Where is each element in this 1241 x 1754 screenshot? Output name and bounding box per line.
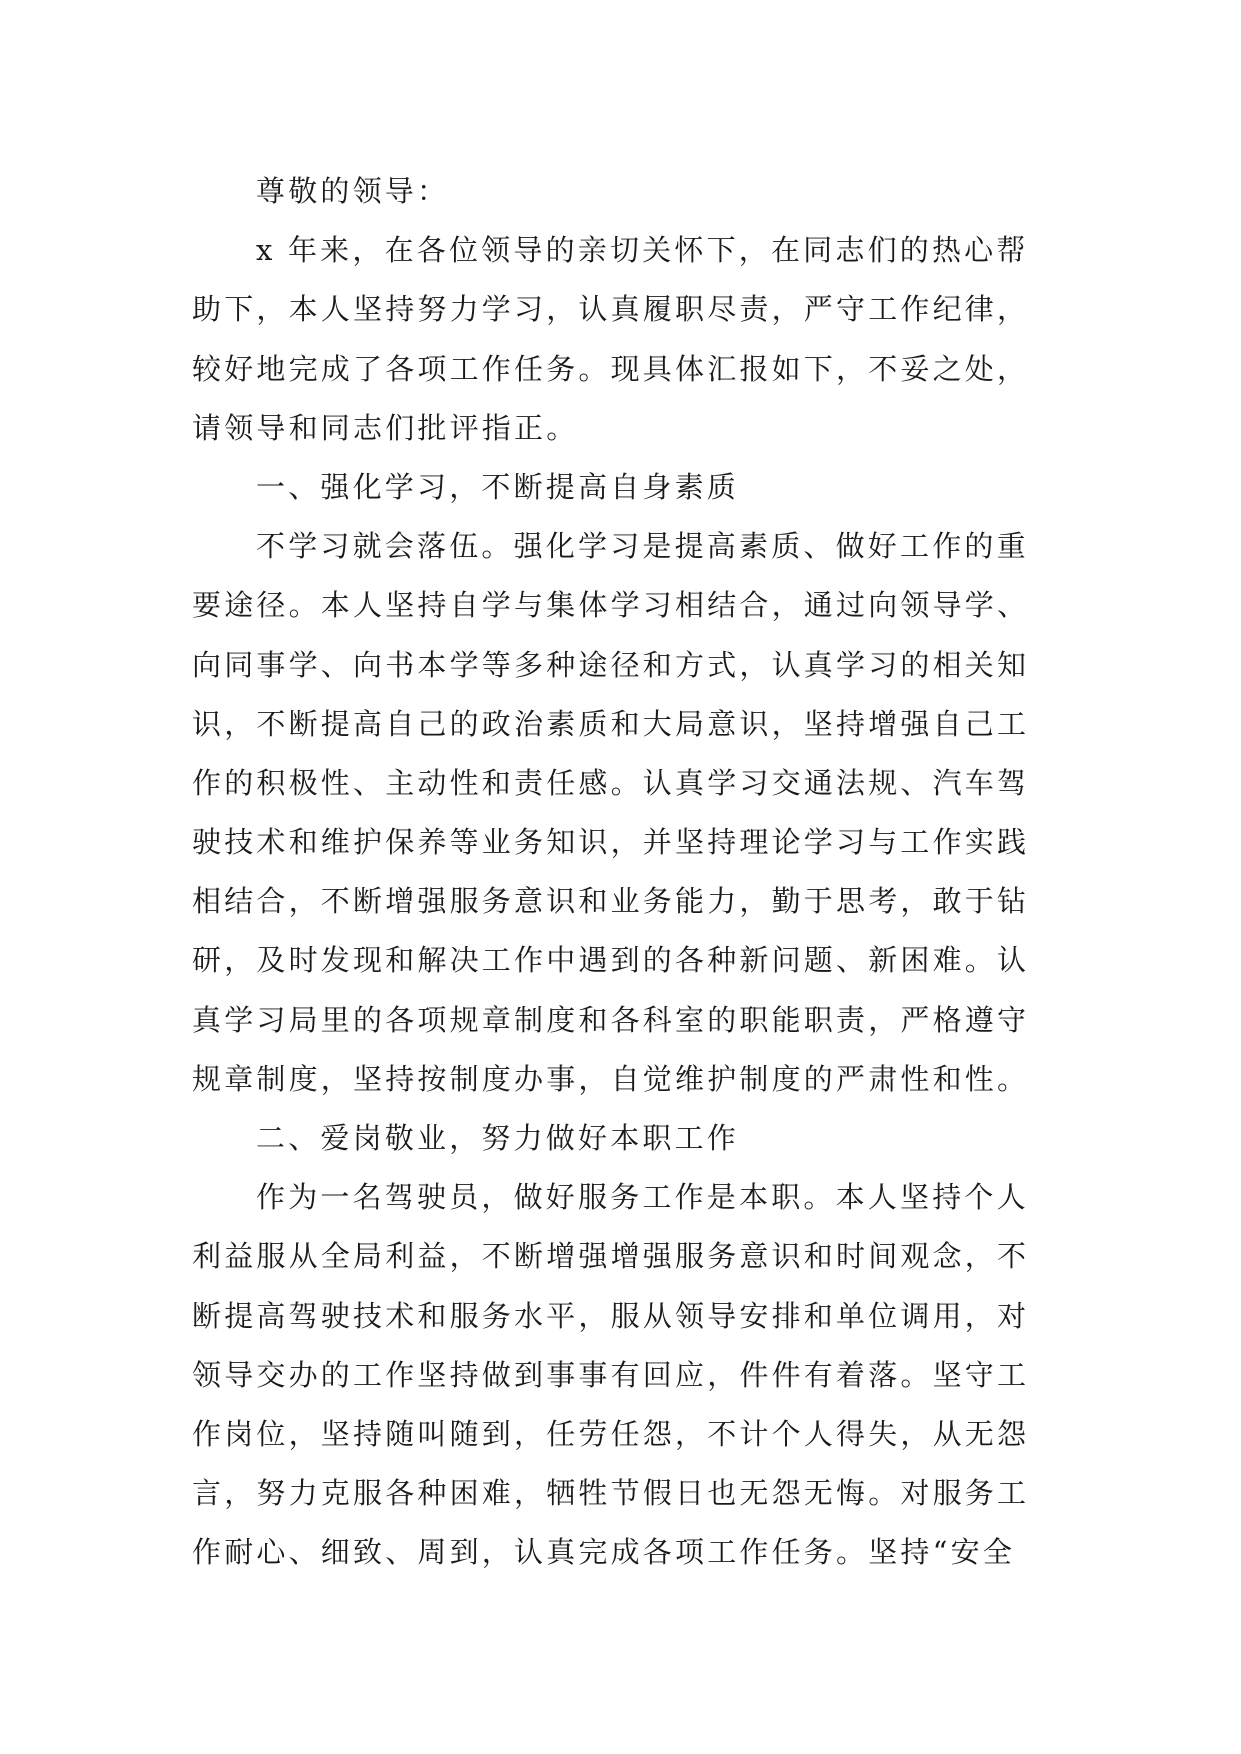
text-line: 驶技术和维护保养等业务知识，并坚持理论学习与工作实践	[192, 825, 1030, 860]
section-1-heading: 一、强化学习，不断提高自身素质	[256, 469, 740, 504]
text-line: 不学习就会落伍。强化学习是提高素质、做好工作的重	[256, 529, 1029, 564]
section-2-heading: 二、爱岗敬业，努力做好本职工作	[256, 1121, 740, 1155]
text-line: 向同事学、向书本学等多种途径和方式，认真学习的相关知	[192, 647, 1030, 682]
text-line: 言，努力克服各种困难，牺牲节假日也无怨无悔。对服务工	[192, 1476, 1030, 1511]
section-2-paragraph	[192, 1168, 1072, 1582]
text-line: 作为一名驾驶员，做好服务工作是本职。本人坚持个人	[256, 1180, 1029, 1215]
text-line: 作岗位，坚持随叫随到，任劳任怨，不计个人得失，从无怨	[192, 1416, 1030, 1451]
text-line: x 年来，在各位领导的亲切关怀下，在同志们的热心帮	[256, 233, 1029, 268]
text-line: 领导交办的工作坚持做到事事有回应，件件有着落。坚守工	[192, 1357, 1030, 1392]
text-line: 规章制度，坚持按制度办事，自觉维护制度的严肃性和性。	[192, 1061, 1030, 1096]
salutation: 尊敬的领导：	[256, 174, 450, 208]
text-line: 利益服从全局利益，不断增强增强服务意识和时间观念，不	[192, 1239, 1030, 1274]
text-line: 作耐心、细致、周到，认真完成各项工作任务。坚持“安全	[192, 1535, 1016, 1570]
text-line: 作的积极性、主动性和责任感。认真学习交通法规、汽车驾	[192, 765, 1030, 800]
text-line: 识，不断提高自己的政治素质和大局意识，坚持增强自己工	[192, 706, 1030, 741]
text-line: 请领导和同志们批评指正。	[192, 410, 579, 445]
text-line: 相结合，不断增强服务意识和业务能力，勤于思考，敢于钻	[192, 884, 1030, 919]
document-body	[192, 162, 1072, 1583]
text-line: 较好地完成了各项工作任务。现具体汇报如下，不妥之处，	[192, 351, 1030, 386]
section-1-paragraph	[192, 517, 1072, 1109]
text-line: 要途径。本人坚持自学与集体学习相结合，通过向领导学、	[192, 588, 1030, 623]
text-line: 研，及时发现和解决工作中遇到的各种新问题、新困难。认	[192, 943, 1030, 978]
text-line: 真学习局里的各项规章制度和各科室的职能职责，严格遵守	[192, 1002, 1030, 1037]
intro-paragraph	[192, 221, 1072, 458]
text-line: 断提高驾驶技术和服务水平，服从领导安排和单位调用，对	[192, 1298, 1030, 1333]
text-line: 助下，本人坚持努力学习，认真履职尽责，严守工作纪律，	[192, 292, 1030, 327]
